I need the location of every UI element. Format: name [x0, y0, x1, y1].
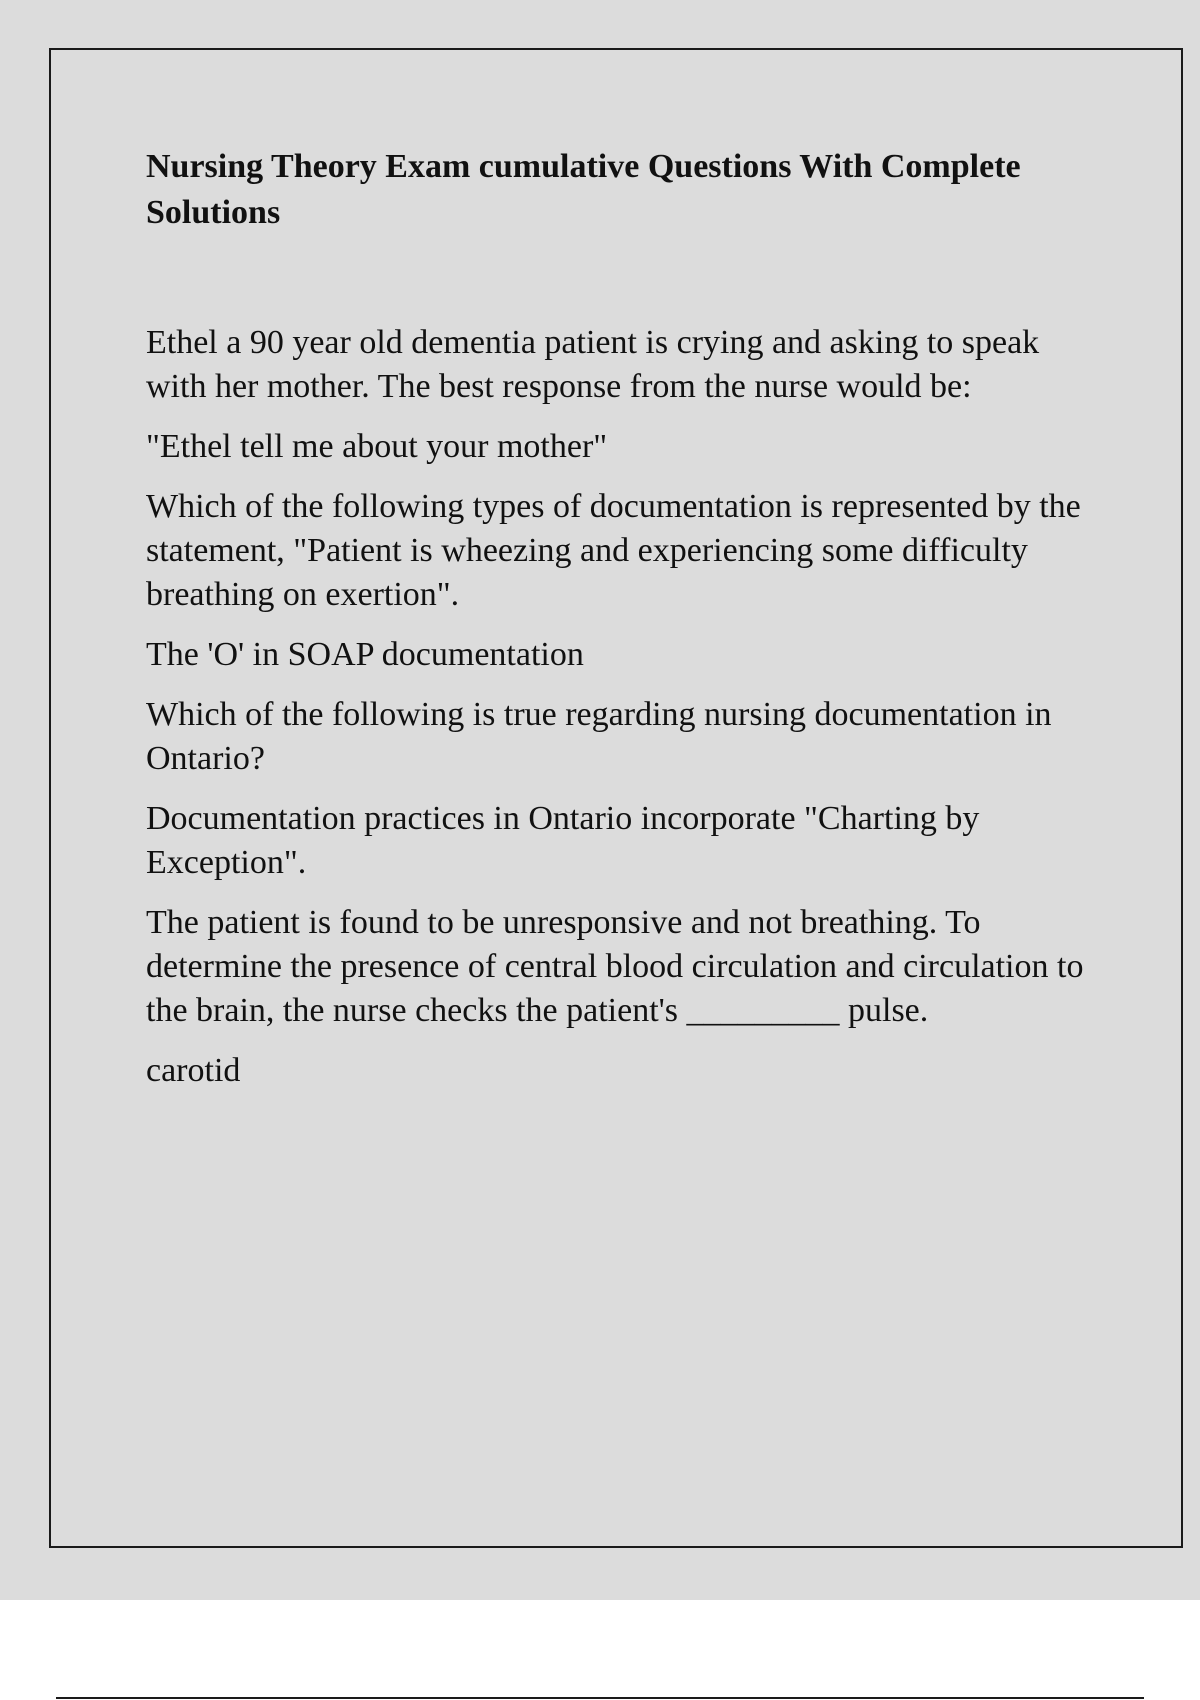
question-ontario-documentation: Which of the following is true regarding nursing documentation in Ontario?: [146, 696, 1052, 777]
answer-central-pulse: carotid: [146, 1052, 241, 1089]
document-title: Nursing Theory Exam cumulative Questions With Complete Solutions: [146, 148, 1021, 231]
answer-ethel-dementia: "Ethel tell me about your mother": [146, 428, 608, 465]
question-central-pulse: The patient is found to be unresponsive and not breathing. To determine the presence of central blood circulation and circulation to the brain, the nurse checks the patient's _________ pulse.: [146, 904, 1084, 1029]
question-documentation-type: Which of the following types of documentation is represented by the statement, "Patient is wheezing and experiencing some difficulty breathing on exertion".: [146, 488, 1081, 613]
answer-documentation-type: The 'O' in SOAP documentation: [146, 636, 584, 673]
footer-divider: [56, 1697, 1144, 1699]
question-ethel-dementia: Ethel a 90 year old dementia patient is crying and asking to speak with her mother. The best response from the nurse would be:: [146, 324, 1040, 405]
document-body: [146, 144, 1096, 1109]
answer-ontario-documentation: Documentation practices in Ontario incorporate "Charting by Exception".: [146, 800, 980, 881]
